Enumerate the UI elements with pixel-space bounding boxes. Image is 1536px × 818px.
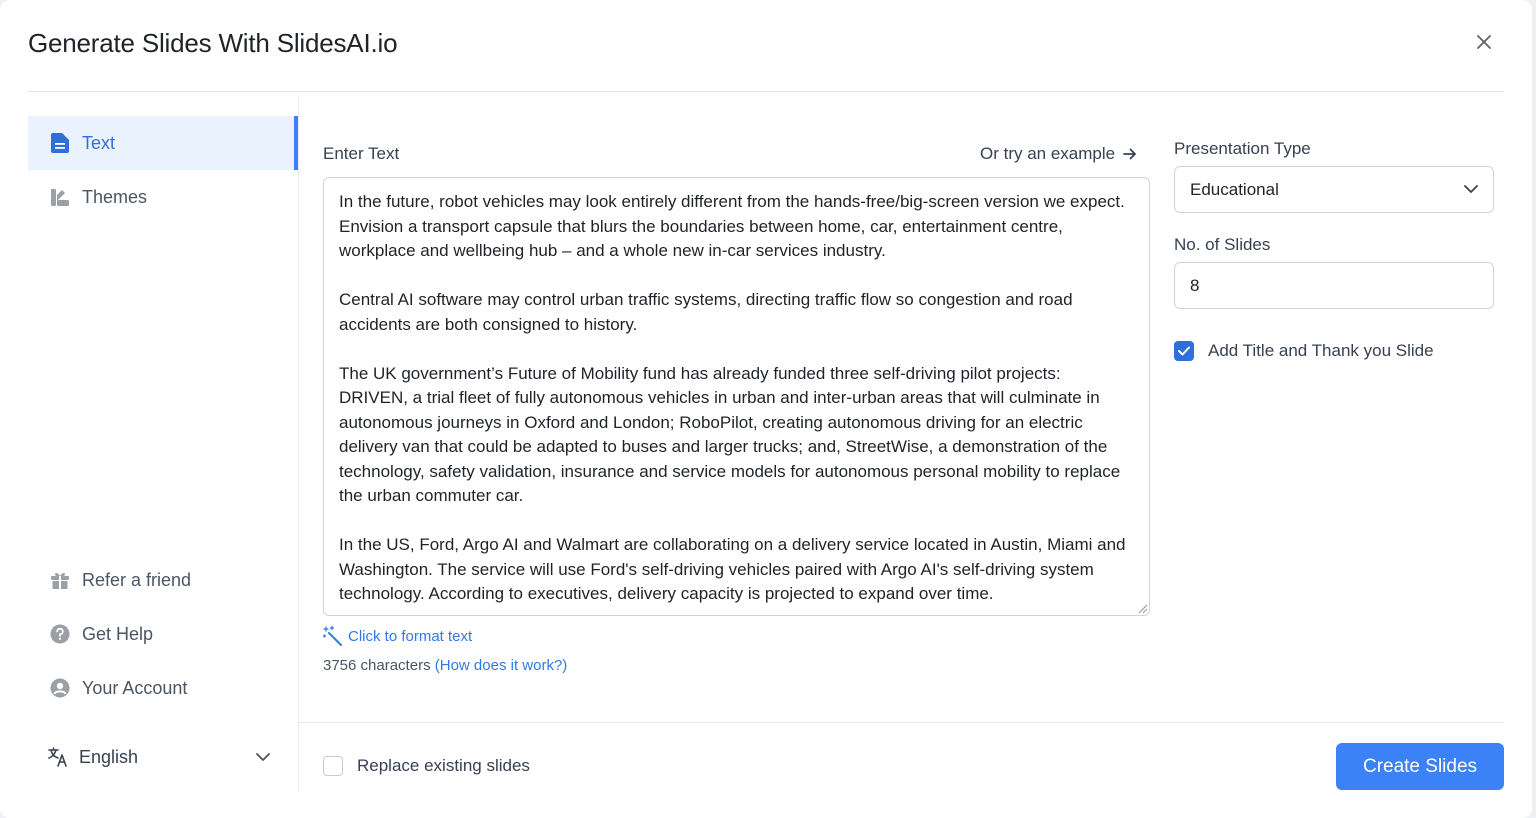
- create-slides-button[interactable]: Create Slides: [1336, 743, 1504, 790]
- footer-divider: [299, 722, 1504, 723]
- help-icon: [50, 624, 70, 644]
- arrow-right-icon: [1123, 148, 1137, 160]
- title-slide-option[interactable]: [1174, 341, 1434, 361]
- your-account-link[interactable]: [28, 668, 298, 708]
- chevron-down-icon: [1464, 185, 1478, 194]
- tab-text-label: Text: [82, 132, 116, 153]
- translate-icon: [48, 747, 68, 767]
- header-divider: [28, 91, 1504, 92]
- format-text-label: Click to format text: [348, 627, 473, 645]
- slides-count-label: No. of Slides: [1174, 235, 1271, 254]
- character-count-value: 3756 characters: [323, 657, 431, 674]
- replace-slides-option[interactable]: [323, 756, 530, 776]
- close-icon: [1476, 34, 1492, 50]
- replace-slides-label: Replace existing slides: [357, 756, 530, 775]
- tab-text[interactable]: [28, 116, 298, 170]
- format-text-link[interactable]: [323, 626, 472, 646]
- get-help-label: Get Help: [82, 623, 154, 644]
- close-button[interactable]: [1470, 28, 1498, 56]
- refer-friend-label: Refer a friend: [82, 569, 192, 590]
- slides-count-input[interactable]: 8: [1174, 262, 1494, 309]
- your-account-label: Your Account: [82, 677, 188, 698]
- checkmark-icon: [1178, 346, 1190, 356]
- account-icon: [50, 678, 70, 698]
- language-selector[interactable]: [48, 740, 270, 774]
- enter-text-label: Enter Text: [323, 144, 400, 163]
- document-icon: [50, 133, 70, 153]
- sidebar-divider: [298, 96, 299, 790]
- chevron-down-icon: [256, 753, 270, 762]
- get-help-link[interactable]: [28, 614, 298, 654]
- gift-icon: [50, 570, 70, 590]
- presentation-type-label: Presentation Type: [1174, 139, 1311, 158]
- title-slide-checkbox[interactable]: [1174, 341, 1194, 361]
- how-it-works-link[interactable]: (How does it work?): [434, 657, 568, 674]
- refer-friend-link[interactable]: [28, 560, 298, 600]
- tab-themes[interactable]: [28, 170, 298, 224]
- try-example-label: Or try an example: [980, 144, 1116, 163]
- presentation-type-value: Educational: [1190, 179, 1279, 199]
- themes-icon: [50, 187, 70, 207]
- language-label: English: [79, 746, 139, 767]
- dialog-title: Generate Slides With SlidesAI.io: [28, 28, 398, 58]
- resize-handle-icon[interactable]: [1136, 602, 1148, 614]
- text-input[interactable]: In the future, robot vehicles may look entirely different from the hands-free/big-screen version we expect. Envision a transport capsule that blurs the boundaries between home, car, entertainment centre, workplace and wellbeing hub – and a whole new in-car services industry. Central AI software may control urban traffic systems, directing traffic flow so congestion and road accidents are both consigned to history. The UK government’s Future of Mobility fund has already funded three self-driving pilot projects: DRIVEN, a trial fleet of fully autonomous vehicles in urban and inter-urban areas that will culminate in autonomous journeys in Oxford and London; RoboPilot, creating autonomous driving for an electric delivery van that could be adapted to buses and larger trucks; and, StreetWise, a demonstration of the technology, safety validation, insurance and service models for autonomous personal mobility to replace the urban commuter car. In the US, Ford, Argo AI and Walmart are collaborating on a delivery service located in Austin, Miami and Washington. The service will use Ford's self-driving vehicles paired with Argo AI's self-driving system technology. According to executives, delivery capacity is projected to expand over time.: [323, 177, 1150, 616]
- tab-themes-label: Themes: [82, 186, 148, 207]
- magic-wand-icon: [323, 626, 343, 646]
- presentation-type-select[interactable]: [1174, 166, 1494, 213]
- try-example-link[interactable]: [980, 144, 1137, 164]
- character-count: [323, 657, 567, 674]
- title-slide-label: Add Title and Thank you Slide: [1208, 341, 1434, 360]
- replace-slides-checkbox[interactable]: [323, 756, 343, 776]
